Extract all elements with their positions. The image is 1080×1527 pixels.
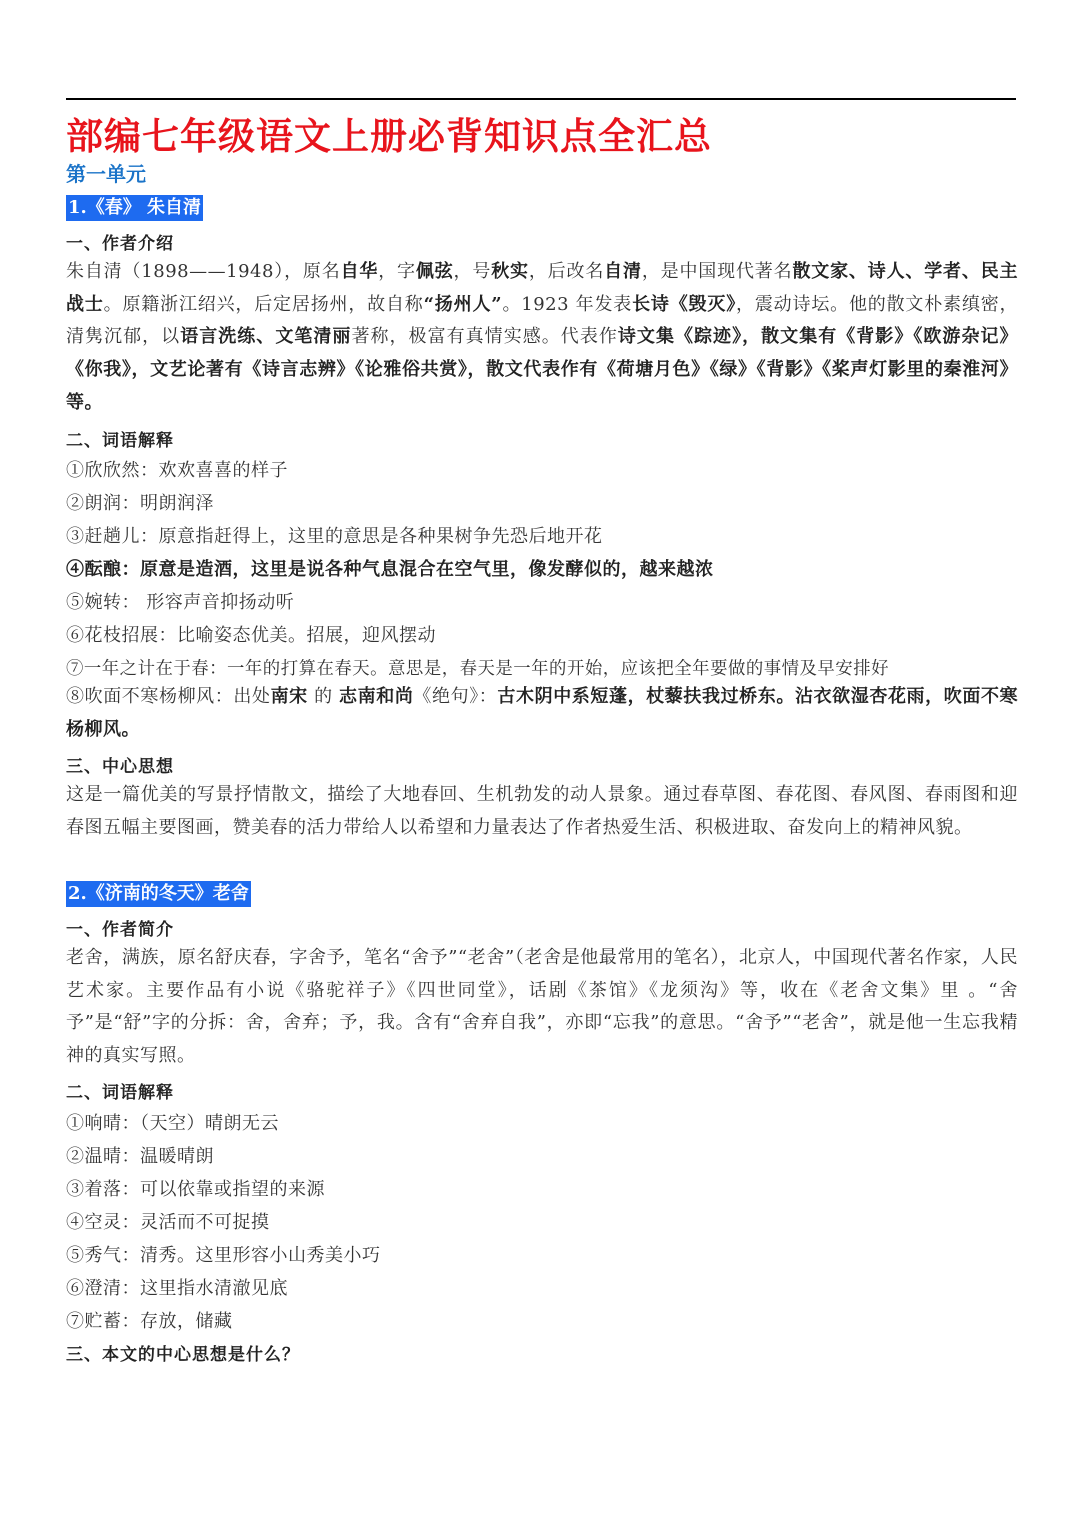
lesson-2-word-item: ④空灵：灵活而不可捉摸 — [66, 1212, 270, 1233]
text-segment: 自华 — [340, 261, 379, 282]
text-segment: 《绝句》： — [413, 686, 498, 707]
title-rule — [66, 98, 1016, 100]
lesson-1-words-title: 二、词语解释 — [66, 431, 174, 451]
text-segment: 朱自清（1898——1948），原名 — [66, 261, 341, 282]
text-segment: 。1923 年发表 — [502, 293, 633, 315]
text-segment: 佩弦 — [415, 261, 454, 282]
lesson-1-word-item: ⑤婉转： 形容声音抑扬动听 — [66, 592, 295, 613]
lesson-1-heading: 1.《春》 朱自清 — [66, 195, 203, 221]
text-segment: 。原籍浙江绍兴，后定居扬州，故自称 — [103, 293, 424, 315]
text-segment: 秋实 — [491, 261, 529, 282]
lesson-2-words-title: 二、词语解释 — [66, 1083, 174, 1103]
lesson-1-word-item: ⑦一年之计在于春：一年的打算在春天。意思是，春天是一年的开始，应该把全年要做的事情及早安排好 — [66, 659, 889, 679]
text-segment: 的 — [307, 686, 340, 707]
text-segment: ⑧吹面不寒杨柳风：出处 — [66, 686, 271, 707]
page-title: 部编七年级语文上册必背知识点全汇总 — [66, 114, 712, 158]
text-segment: ，后改名 — [528, 261, 605, 282]
lesson-1-word-item — [66, 681, 1018, 746]
lesson-2-word-item: ⑥澄清：这里指水清澈见底 — [66, 1278, 288, 1299]
unit-heading: 第一单元 — [66, 162, 146, 186]
text-segment: 南宋 — [270, 686, 308, 707]
lesson-2-word-item: ①响晴：（天空）晴朗无云 — [66, 1113, 279, 1134]
lesson-1-word-item: ②朗润：明朗润泽 — [66, 493, 214, 514]
text-segment: 志南和尚 — [339, 686, 414, 707]
lesson-2-word-item: ②温晴：温暖晴朗 — [66, 1146, 214, 1167]
lesson-1-theme-title: 三、中心思想 — [66, 757, 174, 777]
text-segment: “扬州人” — [423, 293, 503, 315]
lesson-2-word-item: ③着落：可以依靠或指望的来源 — [66, 1179, 325, 1200]
text-segment: ，震动诗坛。他的散文朴素缜密，清隽沉郁，以 — [66, 293, 1019, 348]
text-segment: ，字 — [378, 261, 416, 282]
text-segment: 散文家、诗人、学者、民主战士 — [66, 261, 1019, 315]
lesson-1-word-item: ⑥花枝招展：比喻姿态优美。招展，迎风摆动 — [66, 625, 436, 646]
lesson-1-word-item: ③赶趟儿：原意指赶得上，这里的意思是各种果树争先恐后地开花 — [66, 526, 603, 547]
lesson-2-word-item: ⑦贮蓄：存放，储藏 — [66, 1311, 233, 1332]
text-segment: 长诗《毁灭》 — [632, 293, 737, 315]
text-segment: ，号 — [453, 261, 492, 282]
lesson-2-word-item: ⑤秀气：清秀。这里形容小山秀美小巧 — [66, 1245, 381, 1266]
lesson-1-author-title: 一、作者介绍 — [66, 234, 174, 254]
lesson-2-theme-title: 三、本文的中心思想是什么？ — [66, 1345, 300, 1365]
lesson-1-theme-text: 这是一篇优美的写景抒情散文，描绘了大地春回、生机勃发的动人景象。通过春草图、春花图、春风图、春雨图和迎春图五幅主要图画，赞美春的活力带给人以希望和力量表达了作者热爱生活、积极进取、奋发向上的精神风貌。 — [66, 784, 1018, 838]
text-segment: 著称，极富有真情实感。代表作 — [351, 326, 618, 348]
lesson-1-word-item: ④酝酿：原意是造酒，这里是说各种气息混合在空气里，像发酵似的，越来越浓 — [66, 559, 714, 580]
text-segment: 古木阴中系短蓬，杖藜扶我过桥东。沾衣欲湿杏花雨，吹面不寒杨柳风。 — [66, 686, 1019, 740]
text-segment: 诗文集《踪迹》，散文集有《背影》《欧游杂记》《你我》，文艺论著有《诗言志辨》《论雅俗共赏》，散文代表作有《荷塘月色》《绿》《背影》《桨声灯影里的秦淮河》等。 — [66, 326, 1019, 413]
text-segment: ，是中国现代著名 — [641, 261, 793, 282]
lesson-1-author-text — [66, 256, 1018, 420]
text-segment: 语言洗练、文笔清丽 — [180, 326, 352, 348]
lesson-2-heading: 2.《济南的冬天》老舍 — [66, 881, 251, 907]
lesson-1-word-item: ①欣欣然：欢欢喜喜的样子 — [66, 460, 288, 481]
text-segment: 自清 — [604, 261, 642, 282]
lesson-2-author-title: 一、作者简介 — [66, 920, 174, 940]
lesson-2-author-text: 老舍，满族，原名舒庆春，字舍予，笔名“舍予”“老舍”（老舍是他最常用的笔名），北京人，中国现代著名作家，人民艺术家。主要作品有小说《骆驼祥子》《四世同堂》，话剧《茶馆》《龙须沟》等，收在《老舍文集》里 。“舍予”是“舒”字的分拆：舍，舍弃；予，我。含有“舍弃自我”，亦即“忘我”的意思。“舍予”“老舍”，就是他一生忘我精神的真实写照。 — [66, 947, 1018, 1067]
